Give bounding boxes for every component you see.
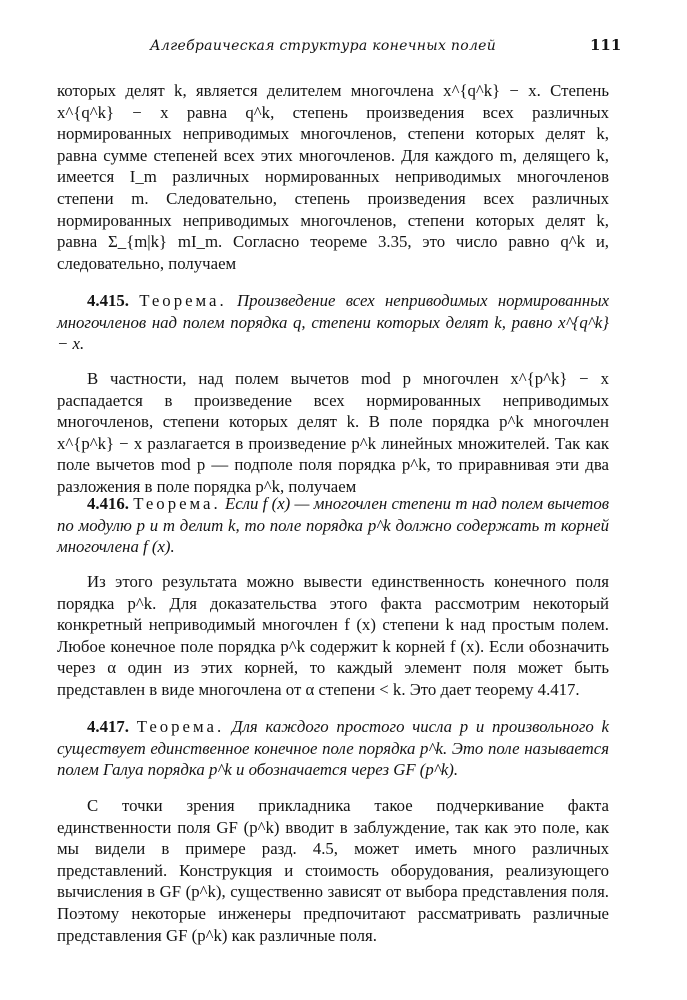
theorem-number: 4.417.	[87, 717, 129, 736]
theorem-statement: Произведение всех неприводимых нормированных многочленов над полем порядка q, степени которых делят k, равно x^{q^k} − x.	[57, 291, 610, 354]
theorem-heading: Теорема.	[133, 494, 221, 513]
running-title: Алгебраическая структура конечных полей	[150, 38, 497, 54]
paragraph-text: С точки зрения прикладника такое подчеркивание факта единственности поля GF (p^k) вводит в заблуждение, так как это поле, как мы видели в примере разд. 4.5, может иметь много различных представлений. Конструкция и стоимость оборудования, реализующего вычисления в GF (p^k), существенно зависят от выбора представления поля. Поэтому некоторые инженеры предпочитают рассматривать различные представления GF (p^k) как различные поля.	[57, 796, 609, 945]
theorem-4-417	[57, 716, 609, 781]
paragraph-after-4-416	[57, 571, 609, 701]
theorem-statement: Для каждого простого числа p и произвольного k существует единственное конечное поле порядка p^k. Это поле называется полем Галуа порядка p^k и обозначается через GF (p^k).	[57, 717, 609, 780]
theorem-4-416	[57, 493, 609, 558]
theorem-number: 4.415.	[87, 291, 129, 310]
paragraph-text: которых делят k, является делителем многочлена x^{q^k} − x. Степень x^{q^k} − x равна q^k, степень произведения всех различных нормированных неприводимых многочленов, степени которых делят k, равна сумме степеней всех этих многочленов. Для каждого m, делящего k, имеется I_m различных нормированных неприводимых многочленов степени m. Следовательно, степень произведения всех различных нормированных неприводимых многочленов, степени которых делят k, равна Σ_{m|k} mI_m. Согласно теореме 3.35, это число равно q^k и, следовательно, получаем	[57, 81, 609, 273]
theorem-heading: Теорема.	[139, 291, 227, 310]
paragraph-text: В частности, над полем вычетов mod p многочлен x^{p^k} − x распадается в произведение всех нормированных неприводимых многочленов, степени которых делят k. В поле порядка p^k многочлен x^{p^k} − x разлагается в произведение p^k линейных множителей. Так как поле вычетов mod p — подполе поля порядка p^k, то приравнивая эти два разложения в поле порядка p^k, получаем	[57, 369, 609, 496]
paragraph-after-4-415	[57, 368, 609, 498]
theorem-heading: Теорема.	[136, 717, 225, 736]
paragraph-text: Из этого результата можно вывести единственность конечного поля порядка p^k. Для доказательства этого факта рассмотрим некоторый конкретный неприводимый многочлен f (x) степени k над простым полем. Любое конечное поле порядка p^k содержит k корней f (x). Если обозначить через α один из этих корней, то каждый элемент поля может быть представлен в виде многочлена от α степени < k. Это дает теорему 4.417.	[57, 572, 609, 699]
paragraph-after-4-417	[57, 795, 609, 946]
page-number: 111	[590, 36, 622, 54]
theorem-statement: Если f (x) — многочлен степени m над полем вычетов по модулю p и m делит k, то поле порядка p^k должно содержать m корней многочлена f (x).	[57, 494, 610, 557]
paragraph-intro	[57, 80, 609, 274]
theorem-4-415	[57, 290, 609, 355]
theorem-number: 4.416.	[87, 494, 129, 513]
